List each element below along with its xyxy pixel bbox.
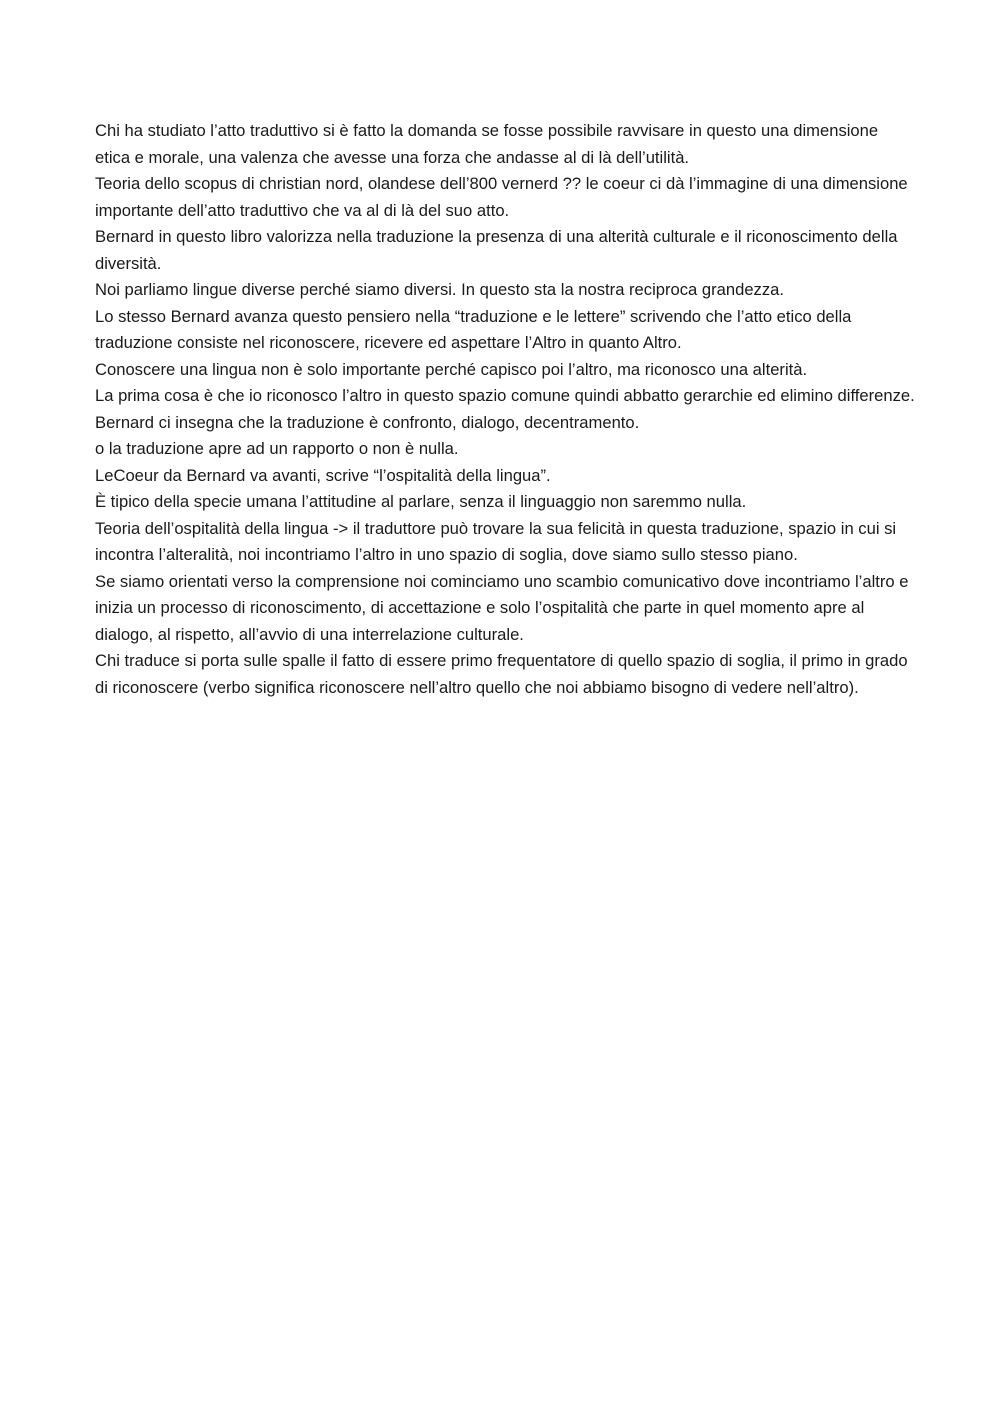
paragraph: o la traduzione apre ad un rapporto o non è nulla. bbox=[95, 439, 459, 458]
paragraph: Bernard ci insegna che la traduzione è confronto, dialogo, decentramento. bbox=[95, 412, 640, 432]
paragraph: LeCoeur da Bernard va avanti, scrive “l’ospitalità della lingua”. bbox=[95, 465, 551, 485]
paragraph: Bernard in questo libro valorizza nella traduzione la presenza di una alterità culturale e il riconoscimento della diversità. bbox=[95, 227, 898, 273]
paragraph: Conoscere una lingua non è solo importante perché capisco poi l’altro, ma riconosco una alterità. bbox=[95, 359, 808, 379]
paragraph: Noi parliamo lingue diverse perché siamo diversi. In questo sta la nostra reciproca grandezza. bbox=[95, 280, 784, 299]
paragraph: La prima cosa è che io riconosco l’altro in questo spazio comune quindi abbatto gerarchie ed elimino differenze. bbox=[95, 386, 915, 405]
paragraph: Se siamo orientati verso la comprensione noi cominciamo uno scambio comunicativo dove incontriamo l’altro e inizia un processo di riconoscimento, di accettazione e solo l’ospitalità che parte in quel momento apre al dialogo, al rispetto, all’avvio di una interrelazione culturale. bbox=[95, 571, 909, 644]
paragraph: È tipico della specie umana l’attitudine al parlare, senza il linguaggio non saremmo nulla. bbox=[95, 492, 747, 511]
paragraph: Teoria dello scopus di christian nord, olandese dell’800 vernerd ?? le coeur ci dà l’immagine di una dimensione importante dell’atto traduttivo che va al di là del suo atto. bbox=[95, 174, 908, 220]
document-body bbox=[95, 118, 915, 701]
paragraph: Lo stesso Bernard avanza questo pensiero nella “traduzione e le lettere” scrivendo che l’atto etico della traduzione consiste nel riconoscere, ricevere ed aspettare l’Altro in quanto Altro. bbox=[95, 306, 852, 352]
paragraph: Chi traduce si porta sulle spalle il fatto di essere primo frequentatore di quello spazio di soglia, il primo in grado di riconoscere (verbo significa riconoscere nell’altro quello che noi abbiamo bisogno di vedere nell’altro). bbox=[95, 651, 908, 697]
paragraph: Teoria dell’ospitalità della lingua -> il traduttore può trovare la sua felicità in questa traduzione, spazio in cui si incontra l’alteralità, noi incontriamo l’altro in uno spazio di soglia, dove siamo sullo stesso piano. bbox=[95, 518, 897, 564]
paragraph: Chi ha studiato l’atto traduttivo si è fatto la domanda se fosse possibile ravvisare in questo una dimensione etica e morale, una valenza che avesse una forza che andasse al di là dell’utilità. bbox=[95, 121, 879, 167]
